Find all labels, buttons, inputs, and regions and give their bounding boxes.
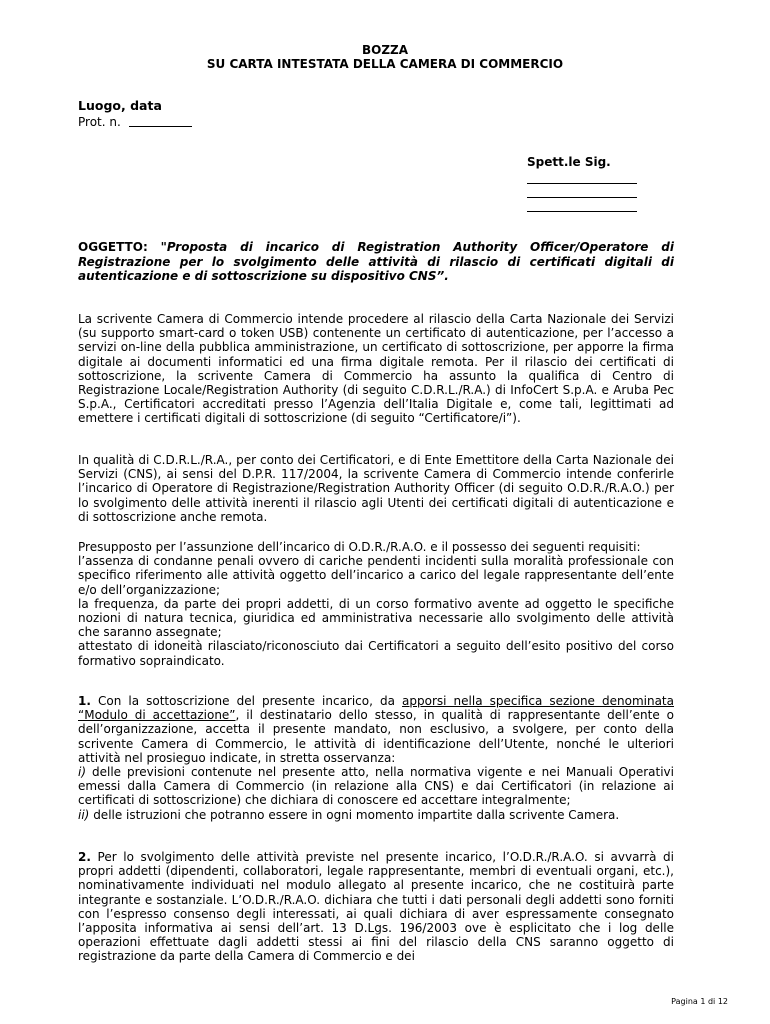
recipient-label: Spett.le Sig. [527,155,611,169]
place-date: Luogo, data [78,98,162,113]
recipient-line-3 [527,211,637,212]
subject-label: OGGETTO: [78,240,148,254]
clause-item: delle istruzioni che potranno essere in ogni momento impartite dalla scrivente Camera. [93,807,620,822]
header-letterhead: SU CARTA INTESTATA DELLA CAMERA DI COMMERCIO [206,57,564,71]
paragraph-intro: La scrivente Camera di Commercio intende procedere al rilascio della Carta Nazionale dei Servizi (su supporto smart-card o token USB) contenente un certificato di autenticazione, per l’accesso a servizi on-line della pubblica amministrazione, un certificato di sottoscrizione, per apporre la firma digitale ai documenti informatici ed una firma digitale remota. Per il rilascio dei certificati di sottoscrizione, la scrivente Camera di Commercio ha assunto la qualifica di Centro di Registrazione Locale/Registration Authority (di seguito C.D.R.L./R.A.) di InfoCert S.p.A. e Aruba Pec S.p.A., Certificatori accreditati presso l’Agenzia dell’Italia Digitale e, come tali, legittimati ad emettere i certificati digitali di sottoscrizione (di seguito “Certificatore/i”). [78,312,674,426]
clause-number: 2. [78,850,91,864]
clause-item: delle previsioni contenute nel presente atto, nella normativa vigente e nei Manuali Operativi emessi dalla Camera di Commercio (in relazione alla CNS) e dai Certificatori (in relazione ai certificati di sottoscrizione) che dichiara di conoscere ed accettare integralmente; [78,765,674,808]
subject-block [78,240,674,284]
paragraph-requirements [78,540,674,668]
paragraph-clause-2: 2. Per lo svolgimento delle attività previste nel presente incarico, l’O.D.R./R.A.O. si avvarrà di propri addetti (dipendenti, collaboratori, legale rappresentante, membri di eventuali organi, etc.), nominativamente individuati nel modulo allegato al presente incarico, che ne costituirà parte integrante e sostanziale. L’O.D.R./R.A.O. dichiara che tutti i dati personali degli addetti sono forniti con l’espresso consenso degli interessati, ai quali dichiara di aver espressamente consegnato l’apposita informativa ai sensi dell’art. 13 D.Lgs. 196/2003 ove è esplicitato che i log delle operazioni effettuate dagli addetti stessi ai fini del rilascio della CNS saranno oggetto di registrazione da parte della Camera di Commercio e dei [78,850,674,964]
clause-number: 1. [78,694,91,708]
header-draft: BOZZA [361,43,409,57]
requirements-intro: Presupposto per l’assunzione dell’incarico di O.D.R./R.A.O. e il possesso dei seguenti requisiti: [78,540,641,554]
recipient-line-2 [527,197,637,198]
subject-text: "Proposta di incarico di Registration Authority Officer/Operatore di Registrazione per lo svolgimento delle attività di rilascio di certificati digitali di autenticazione e di sottoscrizione su dispositivo CNS”. [78,240,674,283]
protocol-blank-line [129,126,192,127]
requirement-item: attestato di idoneità rilasciato/riconosciuto dai Certificatori a seguito dell’esito positivo del corso formativo sopraindicato. [78,639,674,668]
page-number: Pagina 1 di 12 [671,997,728,1006]
requirement-item: l’assenza di condanne penali ovvero di cariche pendenti incidenti sulla moralità professionale con specifico riferimento alle attività oggetto dell’incarico a carico del legale rappresentante dell’ente e/o dell’organizzazione; [78,554,674,597]
protocol-label: Prot. n. [78,115,121,129]
requirement-item: la frequenza, da parte dei propri addetti, di un corso formativo avente ad oggetto le specifiche nozioni di natura tecnica, giuridica ed amministrativa necessarie allo svolgimento delle attività che saranno assegnate; [78,596,674,640]
recipient-line-1 [527,183,637,184]
acceptance-form-reference: apporsi nella specifica sezione denominata “Modulo di accettazione” [78,694,674,723]
paragraph-role: In qualità di C.D.R.L./R.A., per conto dei Certificatori, e di Ente Emettitore della Carta Nazionale dei Servizi (CNS), ai sensi del D.P.R. 117/2004, la scrivente Camera di Commercio intende conferirle l’incarico di Operatore di Registrazione/Registration Authority Officer (di seguito O.D.R./R.A.O.) per lo svolgimento delle attività inerenti il rilascio agli Utenti dei certificati digitali di autenticazione e di sottoscrizione anche remota. [78,453,674,524]
paragraph-clause-1: 1. Con la sottoscrizione del presente incarico, da apporsi nella specifica sezione denominata “Modulo di accettazione”, il destinatario dello stesso, in qualità di rappresentante dell’ente o dell’organizzazione, accetta il presente mandato, non esclusivo, a svolgere, per conto della scrivente Camera di Commercio, le attività di identificazione dell’Utente, nonché le ulteriori attività nel prosieguo indicate, in stretta osservanza: i) delle previsioni contenute nel presente atto, nella normativa vigente e nei Manuali Operativi emessi dalla Camera di Commercio (in relazione alla CNS) e dai Certificatori (in relazione ai certificati di sottoscrizione) che dichiara di conoscere ed accettare integralmente; ii) delle istruzioni che potranno essere in ogni momento impartite dalla scrivente Camera. [78,694,675,822]
